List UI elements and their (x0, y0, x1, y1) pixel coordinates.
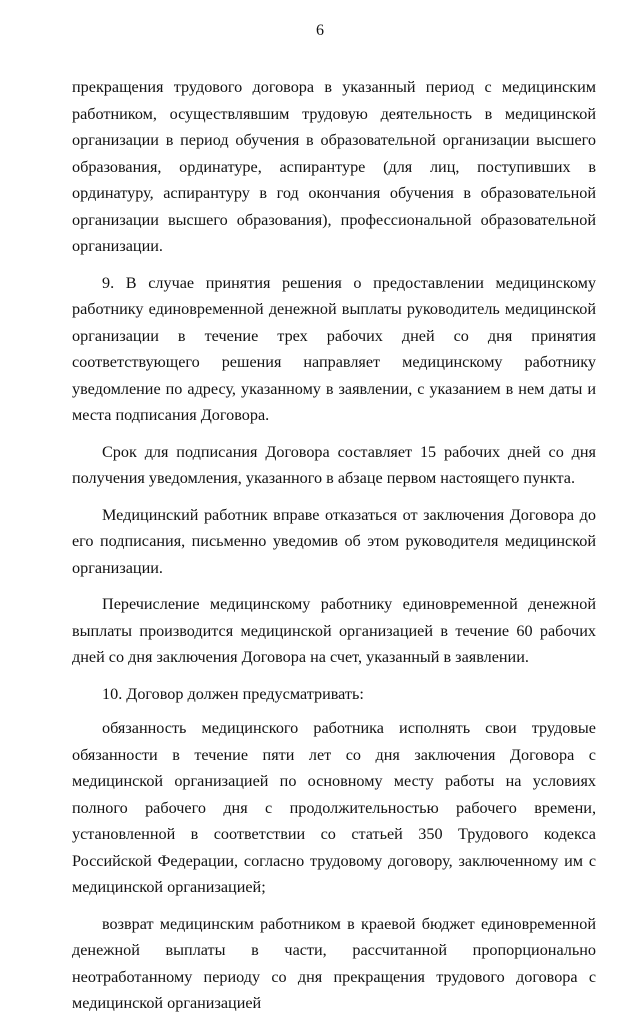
paragraph-payment-transfer: Перечисление медицинскому работнику единовременной денежной выплаты производится медицинской организацией в течение 60 рабочих дней со дня заключения Договора на счет, указанный в заявлении. (72, 595, 596, 666)
paragraph-item-10: 10. Договор должен предусматривать: (102, 684, 364, 703)
paragraph-continuation: прекращения трудового договора в указанный период с медицинским работником, осуществлявшим трудовую деятельность в медицинской организации в период обучения в образовательной организации высшего образования, ординатуре, аспирантуре (для лиц, поступивших в ординатуру, аспирантуру в год окончания обучения в образовательной организации высшего образования), профессиональной образовательной организации. (72, 78, 596, 255)
paragraph-item-9: 9. В случае принятия решения о предоставлении медицинскому работнику единовременной денежной выплаты руководитель медицинской организации в течение трех рабочих дней со дня принятия соответствующего решения направляет медицинскому работнику уведомление по адресу, указанному в заявлении, с указанием в нем даты и места подписания Договора. (72, 273, 596, 424)
page-number: 6 (316, 22, 324, 39)
paragraph-signing-deadline: Срок для подписания Договора составляет 15 рабочих дней со дня получения уведомления, указанного в абзаце первом настоящего пункта. (72, 442, 596, 487)
document-body (72, 74, 596, 1027)
paragraph-work-obligation: обязанность медицинского работника исполнять свои трудовые обязанности в течение пяти лет со дня заключения Договора с медицинской организацией по основному месту работы на условиях полного рабочего дня с продолжительностью рабочего времени, установленной в соответствии со статьей 350 Трудового кодекса Российской Федерации, согласно трудовому договору, заключенному им с медицинской организацией; (72, 719, 596, 896)
paragraph-refund-obligation: возврат медицинским работником в краевой бюджет единовременной денежной выплаты в части, рассчитанной пропорционально неотработанному периоду со дня прекращения трудового договора с медицинской организацией (72, 914, 596, 1012)
paragraph-refusal-right: Медицинский работник вправе отказаться от заключения Договора до его подписания, письменно уведомив об этом руководителя медицинской организации. (72, 505, 596, 577)
